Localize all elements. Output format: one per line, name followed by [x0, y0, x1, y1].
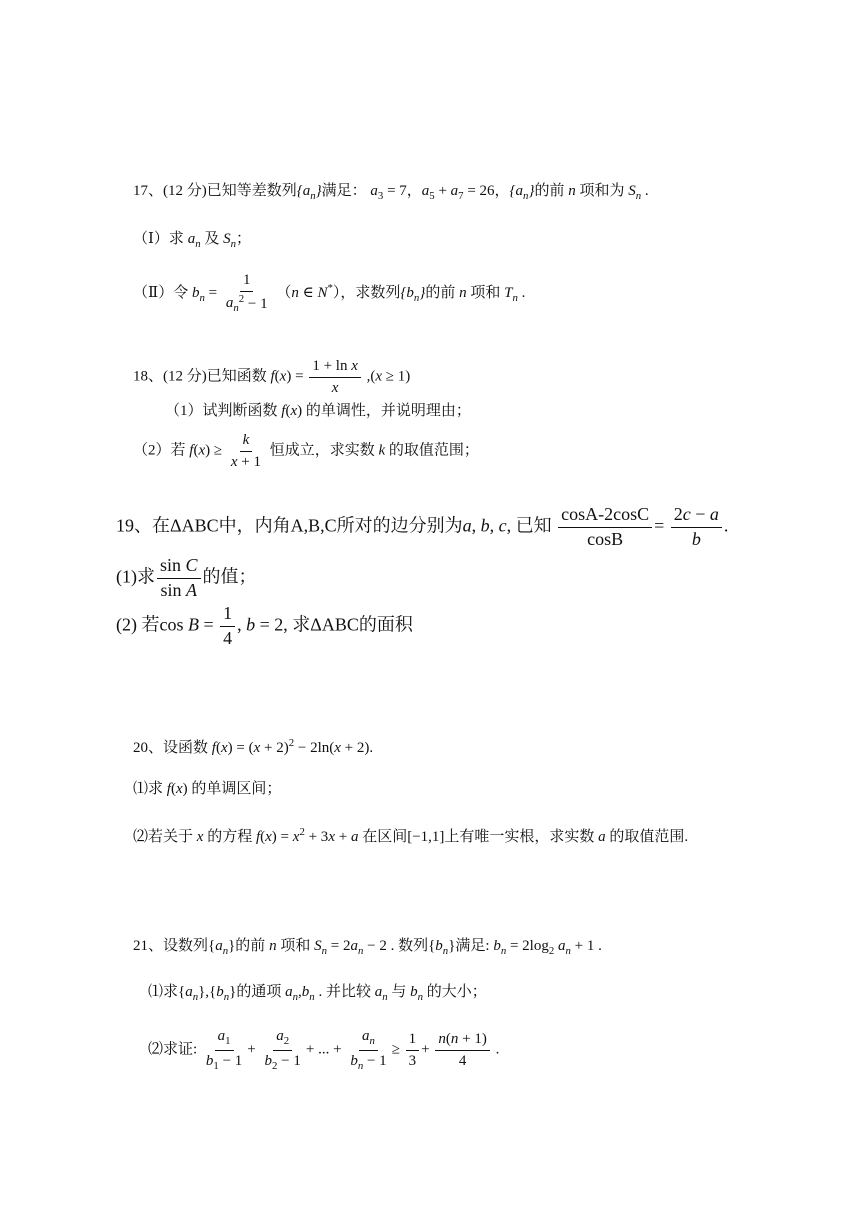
q17-stem: 17、(12 分)已知等差数列$\{a_n\}$满足： $a_3 = 7$，$a_5 + a_7 = 26$，$\{a_n\}$的前 n 项和为 $S_n$ . [133, 183, 649, 202]
q21-stem: 21、设数列$\{a_n\}$的前 n 项和 $S_n = 2a_n - 2$ . 数列$\{b_n\}$满足: $b_n = 2\log_2$ $a_n + 1$ . [133, 938, 602, 957]
q21-part2: ⑵求证: $\frac{a_1}{b_1 - 1}$ + $\frac{a_2}{b_2 - 1}$ + ... + $\frac{a_n}{b_n - 1}$ ≥ $\frac{1}{3}$ + $\frac{n(n + 1)}{4}$ . [148, 1028, 500, 1072]
q20-part2: ⑵若关于 x 的方程 $f(x) = x^2 + 3x + a$ 在区间[−1,1]上有唯一实根，求实数 a 的取值范围. [133, 826, 689, 845]
q17-part2: （Ⅱ）令 $b_n$ = $\frac{1}{a_n^2 - 1}$ （n ∈ N*），求数列$\{b_n\}$的前 n 项和 $T_n$ . [133, 272, 526, 315]
q19-stem: 19、在ΔABC中，内角A,B,C所对的边分别为a, b, c, 已知 $\frac{\cos A-2\cos C}{\cos B}$ = $\frac{2c - a}{b}$ . [116, 504, 729, 549]
q19-part2: (2) 若cos B = $\frac{1}{4}$ , b = 2, 求ΔABC的面积 [116, 603, 413, 648]
q19-part1: (1)求 $\frac{\text{sin C}}{\text{sin A}}$ 的值； [116, 555, 257, 600]
q21-part1: ⑴求$\{a_n\},\{b_n\}$的通项 $a_n,b_n$ . 并比较 $a_n$ 与 $b_n$ 的大小； [148, 984, 487, 1003]
q20-part1: ⑴求 f(x) 的单调区间； [133, 781, 282, 797]
q20-stem: 20、设函数 $f(x) = (x + 2)^2 - 2\ln(x + 2)$. [133, 737, 374, 756]
q18-part2: （2）若 f(x) ≥ $\frac{k}{x + 1}$ 恒成立，求实数 k 的取值范围； [133, 432, 479, 470]
q18-stem: 18、(12 分)已知函数 f(x) = $\frac{\text{1 + ln x}}{x}$ ,(x ≥ 1) [133, 358, 411, 396]
q17-part1: （Ⅰ）求 $a_n$ 及 $S_n$； [133, 231, 252, 250]
q18-part1: （1）试判断函数 f(x) 的单调性，并说明理由； [165, 403, 471, 419]
